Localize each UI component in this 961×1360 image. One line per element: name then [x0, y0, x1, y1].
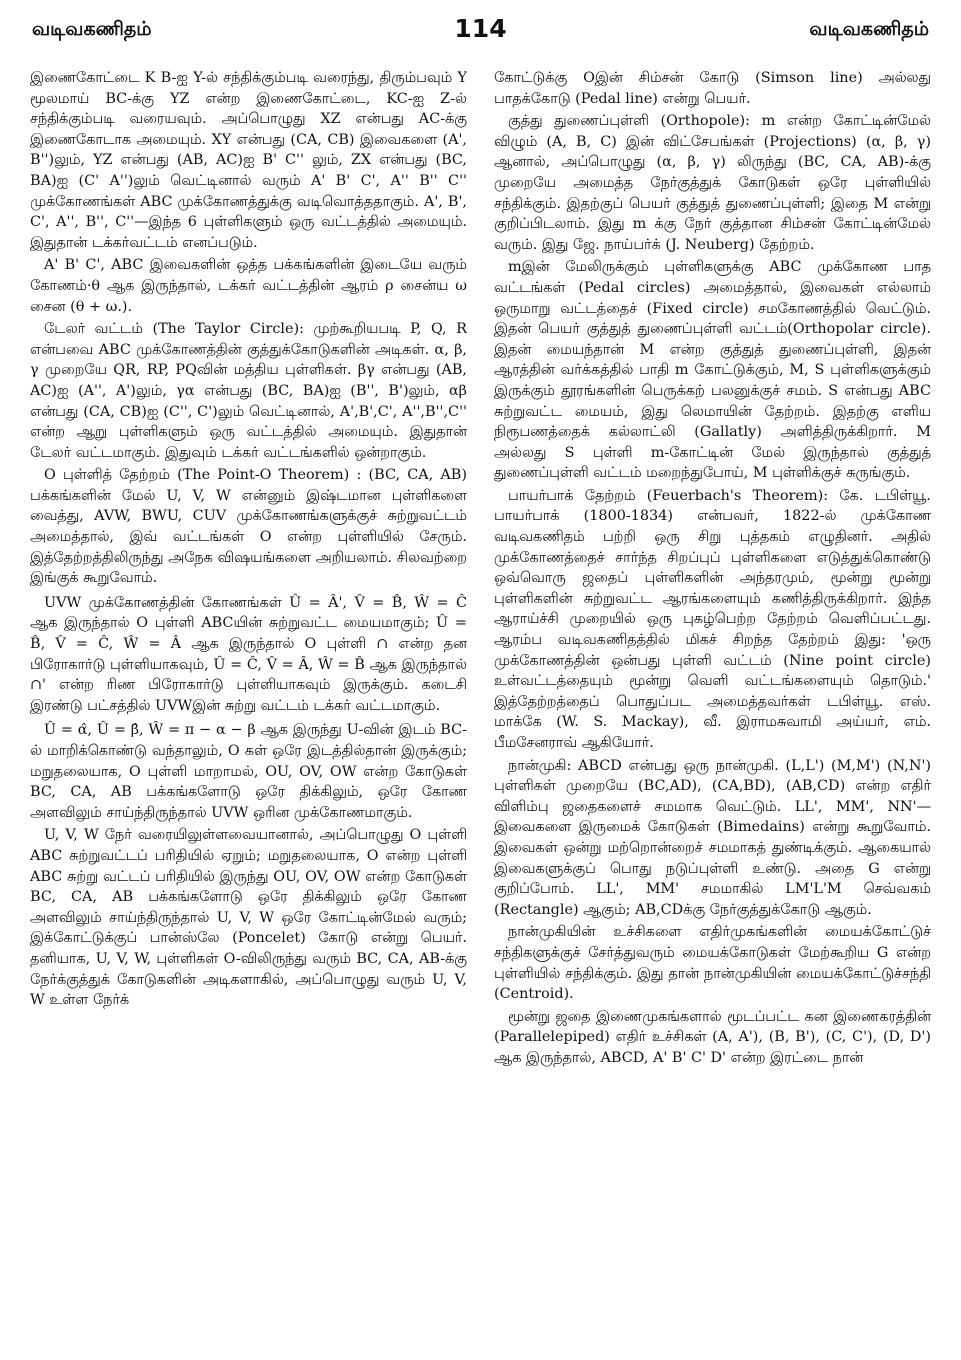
page-number: 114: [454, 14, 507, 43]
paragraph: UVW முக்கோணத்தின் கோணங்கள் Û = Â', V̂ = B̂, Ŵ = Ĉ ஆக இருந்தால் O புள்ளி ABCயின் சுற்றுவட்ட மையமாகும்; Û = B̂, V̂ = Ĉ, Ŵ = Â ஆக இருந்தால் O புள்ளி ∩ என்ற தன பிரோகார்டு புள்ளியாகவும், Û = Ĉ, V̂ = Â, Ŵ = B̂ ஆக இருந்தால் ∩' என்ற ரிண பிரோகார்டு புள்ளியாகவும் இருக்கும். கடைசி இரண்டு பட்சத்தில் UVWஇன் சுற்று வட்டம் டக்கர் வட்டமாகும்.: [30, 594, 467, 714]
left-column: [30, 68, 467, 1340]
paragraph: நான்முகி: ABCD என்பது ஒரு நான்முகி. (L,L') (M,M') (N,N') புள்ளிகள் முறையே (BC,AD), (CA,BD), (AB,CD) என்ற எதிர் விளிம்பு ஜதைகளைச் சமமாக வெட்டும். LL', MM', NN'—இவைகளை இருமைக் கோடுகள் (Bimedains) என்று கூறுவோம். இவைகள் ஒன்று மற்றொன்றைச் சமமாகத் துண்டிக்கும். ஆகையால் இவைகளுக்குப் பொது நடுப்புள்ளி உண்டு. அதை G என்று குறிப்போம். LL', MM' சமமாகில் LM'L'M செவ்வகம் (Rectangle) ஆகும்; AB,CDக்கு நேர்குத்துக்கோடு ஆகும்.: [494, 757, 931, 918]
paragraph: A' B' C', ABC இவைகளின் ஒத்த பக்கங்களின் இடையே வரும் கோணம்·θ ஆக இருந்தால், டக்கர் வட்டத்தின் ஆரம் ρ சைன்ய ω சைன (θ + ω.).: [30, 257, 467, 315]
running-title-right: வடிவகணிதம்: [809, 18, 929, 40]
paragraph: U, V, W நேர் வரையிலுள்ளவையானால், அப்பொழுது O புள்ளி ABC சுற்றுவட்டப் பரிதியில் ஏறும்; மறுதலையாக, O என்ற புள்ளி ABC சுற்று வட்டப் பரிதியில் இருந்து OU, OV, OW என்ற கோடுகள் BC, CA, AB பக்கங்களோடு ஒரே திக்கிலும் ஒரே கோண அளவிலும் சாய்ந்திருந்தால் U, V, W ஒரே கோட்டின்மேல் வரும்; இக்கோட்டுக்குப் பான்ஸ்லே (Poncelet) கோடு என்று பெயர். தனியாக, U, V, W, புள்ளிகள் O-விலிருந்து வரும் BC, CA, AB-க்கு நேர்க்குத்துக் கோடுகளின் அடிகளாகில், அப்பொழுது வரும் U, V, W உள்ள நேர்க்: [30, 827, 467, 1009]
paragraph: O புள்ளித் தேற்றம் (The Point-O Theorem) : (BC, CA, AB) பக்கங்களின் மேல் U, V, W என்னும் இஷ்டமான புள்ளிகளை வைத்து, AVW, BWU, CUV முக்கோணங்களுக்குச் சுற்றுவட்டம் அமைத்தால், இவ் வட்டங்கள் O என்ற புள்ளியில் சேரும். இத்தேற்றத்திலிருந்து அநேக விஷயங்களை அறியலாம். சிலவற்றை இங்குக் கூறுவோம்.: [30, 467, 467, 587]
paragraph: Û = α̂, Û = β̂, Ŵ = π − α − β ஆக இருந்து U-வின் இடம் BC-ல் மாறிக்கொண்டு வந்தாலும், O கள் ஒரே இடத்தில்தான் இருக்கும்; மறுதலையாக, O புள்ளி மாறாமல், OU, OV, OW என்ற கோடுகள் BC, CA, AB பக்கங்களோடு ஒரே திக்கிலும், ஒரே கோண அளவிலும் சாய்ந்திருந்தால் UVW ஒரின முக்கோணமாகும்.: [30, 722, 467, 821]
page-header: [30, 14, 931, 52]
paragraph: நான்முகியின் உச்சிகளை எதிர்முகங்களின் மையக்கோட்டுச் சந்திகளுக்குச் சேர்த்துவரும் மையக்கோடுகள் மேற்கூறிய G என்ற புள்ளியில் சந்திக்கும். இது தான் நான்முகியின் மையக்கோட்டுச்சந்தி (Centroid).: [494, 924, 931, 1003]
paragraph: கோட்டுக்கு Oஇன் சிம்சன் கோடு (Simson line) அல்லது பாதக்கோடு (Pedal line) என்று பெயர்.: [494, 70, 931, 107]
paragraph: மூன்று ஜதை இணைமுகங்களால் மூடப்பட்ட கன இணைகரத்தின் (Parallelepiped) எதிர் உச்சிகள் (A, A'), (B, B'), (C, C'), (D, D') ஆக இருந்தால், ABCD, A' B' C' D' என்ற இரட்டை நான்: [494, 1008, 931, 1066]
running-title-left: வடிவகணிதம்: [32, 18, 152, 40]
paragraph: இணைகோட்டை K B-ஐ Y-ல் சந்திக்கும்படி வரைந்து, திரும்பவும் Y மூலமாய் BC-க்கு YZ என்ற இணைகோட்டை, KC-ஐ Z-ல் சந்திக்கும்படி வரையவும். அப்பொழுது XZ என்பது AC-க்கு இணைகோடாக அமையும். XY என்பது (CA, CB) இவைகளை (A', B'')லும், YZ என்பது (AB, AC)ஐ B' C'' லும், ZX என்பது (BC, BA)ஐ (C' A'')லும் வெட்டினால் வரும் A' B' C', A'' B'' C'' முக்கோணங்கள் ABC முக்கோணத்துக்கு வடிவொத்ததாகும். A', B', C', A'', B'', C''—இந்த 6 புள்ளிகளும் ஒரு வட்டத்தில் அமையும். இதுதான் டக்கர்வட்டம் எனப்படும்.: [30, 70, 467, 251]
text-columns: [30, 68, 931, 1340]
paragraph: mஇன் மேலிருக்கும் புள்ளிகளுக்கு ABC முக்கோண பாத வட்டங்கள் (Pedal circles) அமைத்தால், இவைகள் எல்லாம் ஒருமாறு வட்டத்தைச் (Fixed circle) சமகோணத்தில் வெட்டும். இதன் பெயர் குத்துத் துணைப்புள்ளி வட்டம்(Orthopolar circle). இதன் மையந்தான் M என்ற குத்துத் துணைப்புள்ளி, இதன் ஆரத்தின் வர்க்கத்தில் பாதி m கோட்டுக்கும், M, S புள்ளிகளுக்கும் இருக்கும் தூரங்களின் பெருக்கற் பலனுக்குச் சமம். S என்பது ABC சுற்றுவட்ட மையம், இது லெமாயின் தேற்றம். இதற்கு எளிய நிரூபணத்தைக் கல்லாட்லி (Gallatly) அளித்திருக்கிறார். M அல்லது S புள்ளி m-கோட்டின் மேல் இருந்தால் குத்துத் துணைப்புள்ளி வட்டம் மறைந்துபோய், M புள்ளிக்குச் சுருங்கும்.: [494, 259, 931, 482]
paragraph: டேலர் வட்டம் (The Taylor Circle): முற்கூறியபடி P, Q, R என்பவை ABC முக்கோணத்தின் குத்துக்கோடுகளின் அடிகள். α, β, γ முறையே QR, RP, PQவின் மத்திய புள்ளிகள். βγ என்பது (AB, AC)ஐ (A'', A')லும், γα என்பது (BC, BA)ஐ (B'', B')லும், αβ என்பது (CA, CB)ஐ (C'', C')லும் வெட்டினால், A',B',C', A'',B'',C'' என்ற ஆறு புள்ளிகளும் ஒரு வட்டத்தில் அமையும். இதுதான் டேலர் வட்டமாகும். இதுவும் டக்கர் வட்டங்களில் ஒன்றாகும்.: [30, 321, 467, 461]
paragraph: குத்து துணைப்புள்ளி (Orthopole): m என்ற கோட்டின்மேல் விழும் (A, B, C) இன் விட்சேபங்கள் (Projections) (α, β, γ) ஆனால், அப்பொழுது (α, β, γ) லிருந்து (BC, CA, AB)-க்கு முறையே அமைத்த நேர்குத்துக் கோடுகள் ஒரே புள்ளியில் சந்திக்கும். இதற்குப் பெயர் குத்துத் துணைப்புள்ளி; இதை M என்று குறிப்பிடலாம். இது m க்கு நேர் குத்தான சிம்சன் கோட்டின்மேல் வரும். இது ஜே. நாய்பர்க் (J. Neuberg) தேற்றம்.: [494, 113, 931, 253]
paragraph: பாயர்பாக் தேற்றம் (Feuerbach's Theorem): கே. டபிள்யூ. பாயர்பாக் (1800-1834) என்பவர், 1822-ல் முக்கோண வடிவகணிதம் பற்றி ஒரு சிறு புத்தகம் எழுதினர். அதில் முக்கோணத்தைச் சார்ந்த சிறப்புப் புள்ளிகளை எடுத்துக்கொண்டு ஒவ்வொரு ஜதைப் புள்ளிகளின் அந்தரமும், மூன்று மூன்று புள்ளிகளின் சுற்றுவட்ட ஆரங்களையும் கணித்திருக்கிறார். இந்த ஆராய்ச்சி முறையில் ஒரு புகழ்பெற்ற தேற்றம் வெளிப்பட்டது. ஆரம்ப வடிவகணிதத்தில் மிகச் சிறந்த தேற்றம் இது: 'ஒரு முக்கோணத்தின் ஒன்பது புள்ளி வட்டம் (Nine point circle) உள்வட்டத்தையும் மூன்று வெளி வட்டங்களையும் தொடும்.' இத்தேற்றத்தைப் பொதுப்பட அமைத்தவர்கள் டபிள்யூ. எஸ். மாக்கே (W. S. Mackay), வீ. இராமசுவாமி அய்யர், எம். பீமசேனராவ் ஆகியோர்.: [494, 487, 931, 751]
right-column: [494, 68, 931, 1340]
